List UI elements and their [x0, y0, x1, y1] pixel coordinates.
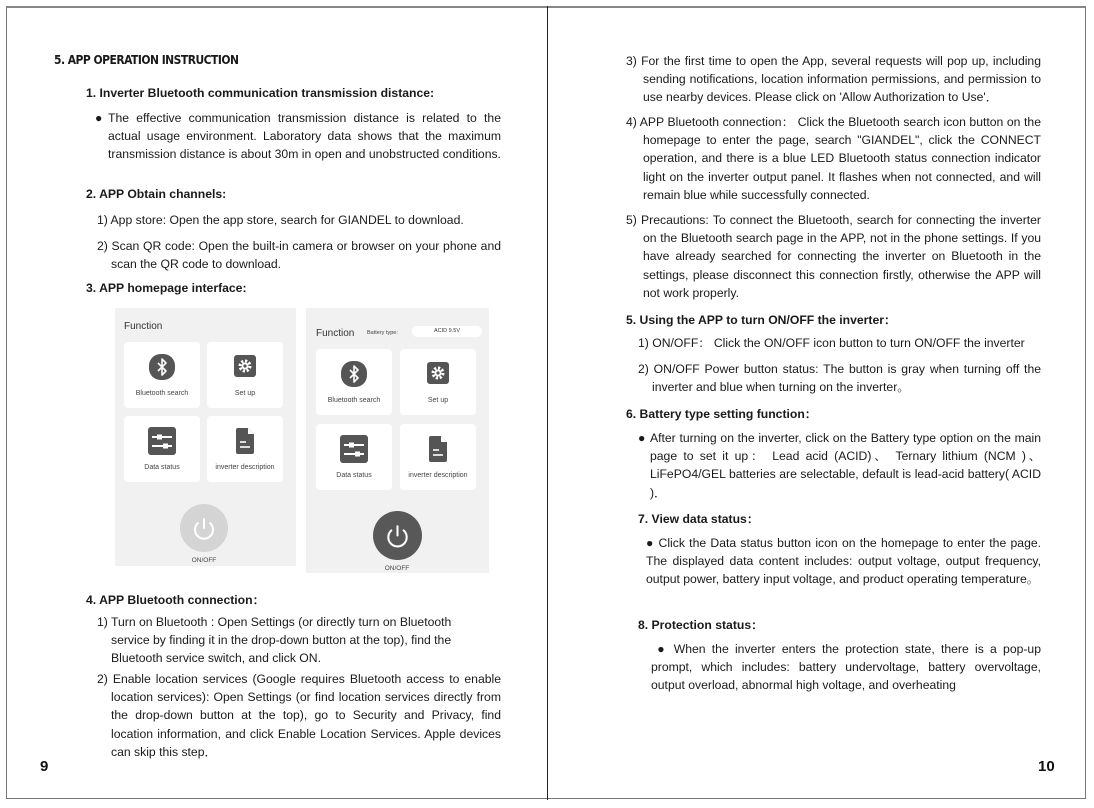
section-title: 5. APP OPERATION INSTRUCTION [54, 52, 239, 67]
function-title: Function [124, 321, 163, 332]
power-button-on[interactable] [373, 511, 422, 560]
bluetooth-icon [341, 361, 367, 387]
bullet-text: The effective communication transmission distance is related to the actual usage environment. Laboratory data shows that the maximum transmission distance is about 30m in open and unobstructed conditions. [108, 111, 501, 162]
heading-battery-type: 6. Battery type setting function： [626, 407, 817, 421]
right-page [548, 0, 1094, 808]
bullet-battery-type: ● After turning on the inverter, click on the Battery type option on the main page to set it up： Lead acid (ACID)、 Ternary lithium (NCM )、 LiFePO4/GEL batteries are selectable, default is lead-acid battery( ACID )． [638, 431, 1041, 500]
battery-type-selector[interactable]: ACID 9.5V [412, 326, 482, 337]
item-enable-location: 2) Enable location services (Google requires Bluetooth access to enable location services): Open Settings (or find location services directly from the drop-down button at the top), go to Security and Privacy, find location information, and click Enable Location Services. Apple devices can skip this step． [97, 672, 501, 759]
bullet-icon: ● [651, 642, 674, 656]
heading-obtain-channels: 2. APP Obtain channels: [86, 187, 227, 201]
document-icon [427, 435, 449, 463]
bullet-distance [95, 109, 501, 164]
heading-bluetooth-connection: 4. APP Bluetooth connection： [86, 593, 265, 607]
heading-on-off: 5. Using the APP to turn ON/OFF the inverter： [626, 313, 897, 327]
bullet-icon: ● [95, 111, 103, 125]
heading-bluetooth-distance: 1. Inverter Bluetooth communication transmission distance: [86, 86, 435, 100]
card-data-status[interactable]: Data status [124, 416, 200, 482]
item-first-open: 3) For the first time to open the App, several requests will pop up, including sending notifications, location information permissions, and permission to use nearby devices. Please click on 'Allow Authorization to Use'． [626, 54, 1041, 105]
phone-screen-on [306, 308, 489, 573]
sliders-icon [340, 435, 368, 463]
card-inverter-description[interactable]: inverter description [400, 424, 476, 490]
gear-icon [234, 355, 256, 377]
card-set-up[interactable]: Set up [207, 342, 283, 408]
bullet-icon: ● [646, 536, 659, 550]
item-power-status: 2) ON/OFF Power button status: The button is gray when turning off the inverter and blue when turning on the inverter。 [638, 362, 1041, 395]
battery-type-label: Battery type: [367, 330, 398, 336]
heading-homepage-interface: 3. APP homepage interface: [86, 281, 247, 295]
function-title: Function [316, 328, 355, 339]
power-icon [373, 511, 422, 560]
item-on-off: 1) ON/OFF： Click the ON/OFF icon button to turn ON/OFF the inverter [638, 336, 1025, 350]
item-precautions: 5) Precautions: To connect the Bluetooth, search for connecting the inverter on the Bluetooth search page in the APP, not in the phone settings. If you have already searched for connecting the inverter on Bluetooth in the settings, please disconnect this connection firstly, otherwise the APP will not work properly. [626, 213, 1041, 300]
card-bluetooth-search[interactable]: Bluetooth search [124, 342, 200, 408]
power-label: ON/OFF [384, 565, 410, 572]
heading-protection-status: 8. Protection status： [638, 618, 764, 632]
document-icon [234, 427, 256, 455]
card-inverter-description[interactable]: inverter description [207, 416, 283, 482]
item-turn-on-bluetooth: 1) Turn on Bluetooth : Open Settings (or directly turn on Bluetooth service by finding it in the drop-down button at the top), find the Bluetooth service switch, and click ON. [97, 615, 452, 666]
card-bluetooth-search[interactable]: Bluetooth search [316, 349, 392, 415]
page-number: 9 [40, 758, 49, 775]
phone-screen-off [115, 308, 296, 566]
bluetooth-icon [149, 354, 175, 380]
sliders-icon [148, 427, 176, 455]
power-label: ON/OFF [191, 557, 217, 564]
bullet-protection-status: ● When the inverter enters the protection state, there is a pop-up prompt, which includes: battery undervoltage, battery overvoltage, output overload, abnormal high voltage, and overheating [651, 642, 1041, 693]
power-icon [180, 504, 228, 552]
page-number: 10 [1038, 758, 1055, 775]
bullet-icon: ● [638, 431, 646, 445]
item-app-bluetooth-connection: 4) APP Bluetooth connection： Click the Bluetooth search icon button on the homepage to enter the page, search "GIANDEL", click the CONNECT operation, and there is a blue LED Bluetooth status connection indicator light on the inverter output panel. It flashes when not connected, and will remain blue while successfully connected. [626, 115, 1041, 202]
card-data-status[interactable]: Data status [316, 424, 392, 490]
item-app-store: 1) App store: Open the app store, search for GIANDEL to download. [97, 213, 464, 227]
gear-icon [427, 362, 449, 384]
heading-data-status: 7. View data status： [638, 512, 760, 526]
power-button-off[interactable] [180, 504, 228, 552]
item-qr-code: 2) Scan QR code: Open the built-in camera or browser on your phone and scan the QR code to download. [97, 239, 501, 272]
card-set-up[interactable]: Set up [400, 349, 476, 415]
bullet-data-status: ● Click the Data status button icon on the homepage to enter the page. The displayed data content includes: output voltage, output frequency, output power, battery input voltage, and product operating temperature。 [646, 536, 1042, 587]
